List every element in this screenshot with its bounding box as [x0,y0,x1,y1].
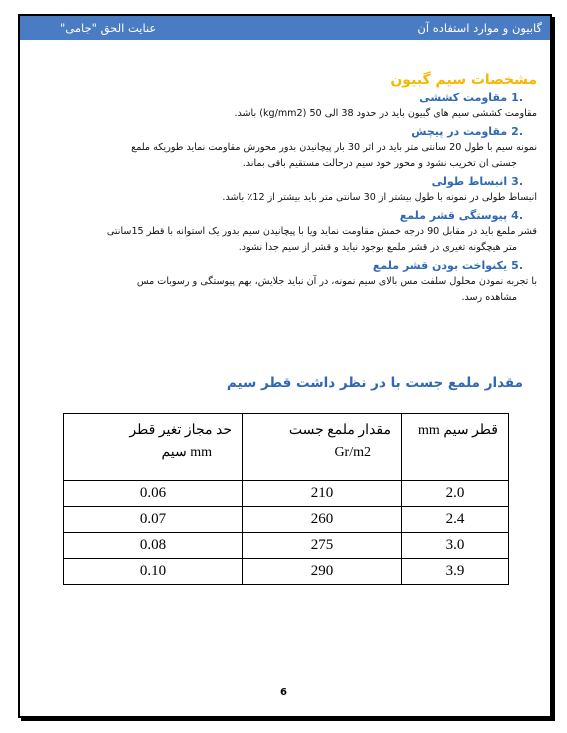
table-row [64,481,509,507]
cell-diameter: 3.9 [402,559,509,585]
page-header [20,16,550,40]
cell-coating: 290 [243,559,402,585]
cell-diameter: 2.4 [402,507,509,533]
cell-diameter: 3.0 [402,533,509,559]
item-heading: مقاومت کششی [419,91,508,104]
item-text: نمونه سیم با طول 20 سانتی متر باید در اثر 30 بار پیچانیدن بدور محورش مقاومت نماید طوریکه ملمع [131,142,537,153]
table-header-row [64,414,509,481]
item-text: با تجربه نمودن محلول سلفت مس بالای سیم نمونه، در آن نباید جلایش، بهم پیوستگی و رسوبات مس [136,276,537,287]
specifications-section [34,72,537,306]
spec-item [34,91,537,122]
spec-item [34,259,537,306]
header-author: عنایت الحق "جامی" [60,21,157,35]
cell-diameter: 2.0 [402,481,509,507]
table-row [64,507,509,533]
item-number: .5 [511,259,523,272]
item-number: .4 [511,209,523,222]
item-text: جستی ان تخریب نشود و محور خود سیم درحالت مستقیم باقی بماند. [242,158,517,169]
table-row [64,559,509,585]
cell-tolerance: 0.10 [64,559,243,585]
cell-coating: 260 [243,507,402,533]
header-tolerance: حد مجاز تغیر قطر mm سیم [64,414,243,481]
item-text: مشاهده رسد. [461,292,517,303]
item-text: متر هیچگونه تغیری در قشر ملمع بوجود نیاید و قشر از سیم جدا نشود. [238,242,517,253]
item-number: .1 [511,91,523,104]
table-title: مقدار ملمع جست با در نظر داشت قطر سیم [226,375,523,391]
header-diameter: قطر سیم mm [402,414,509,481]
cell-tolerance: 0.06 [64,481,243,507]
item-heading: یکنواخت بودن قشر ملمع [372,259,508,272]
item-heading: مقاومت در پیچش [411,125,508,138]
cell-tolerance: 0.07 [64,507,243,533]
section-title: مشخصات سیم گبیون [390,72,537,88]
header-title: گابیون و موارد استفاده آن [417,21,542,35]
spec-item [34,209,537,256]
item-text: مقاومت کششی سیم های گبیون باید در حدود 38 الی 50 (kg/mm2) باشد. [234,108,537,119]
page-number: 6 [280,687,287,698]
item-number: .2 [511,125,523,138]
zinc-coating-table [63,413,509,585]
cell-tolerance: 0.08 [64,533,243,559]
item-heading: پیوستگی قشر ملمع [399,209,508,222]
header-coating: مقدار ملمع جست Gr/m2 [243,414,402,481]
item-text: قشر ملمع باید در مقابل 90 درجه خمش مقاومت نماید ویا با پیچانیدن سیم بدور یک استوانه با قطر 15سانتی [106,226,537,237]
cell-coating: 210 [243,481,402,507]
spec-item [34,125,537,172]
cell-coating: 275 [243,533,402,559]
spec-item [34,175,537,206]
item-number: .3 [511,175,523,188]
table-row [64,533,509,559]
item-heading: انبساط طولی [431,175,508,188]
item-text: انبساط طولی در نمونه با طول بیشتر از 30 سانتی متر باید بیشتر از 12٪ باشد. [222,192,537,203]
